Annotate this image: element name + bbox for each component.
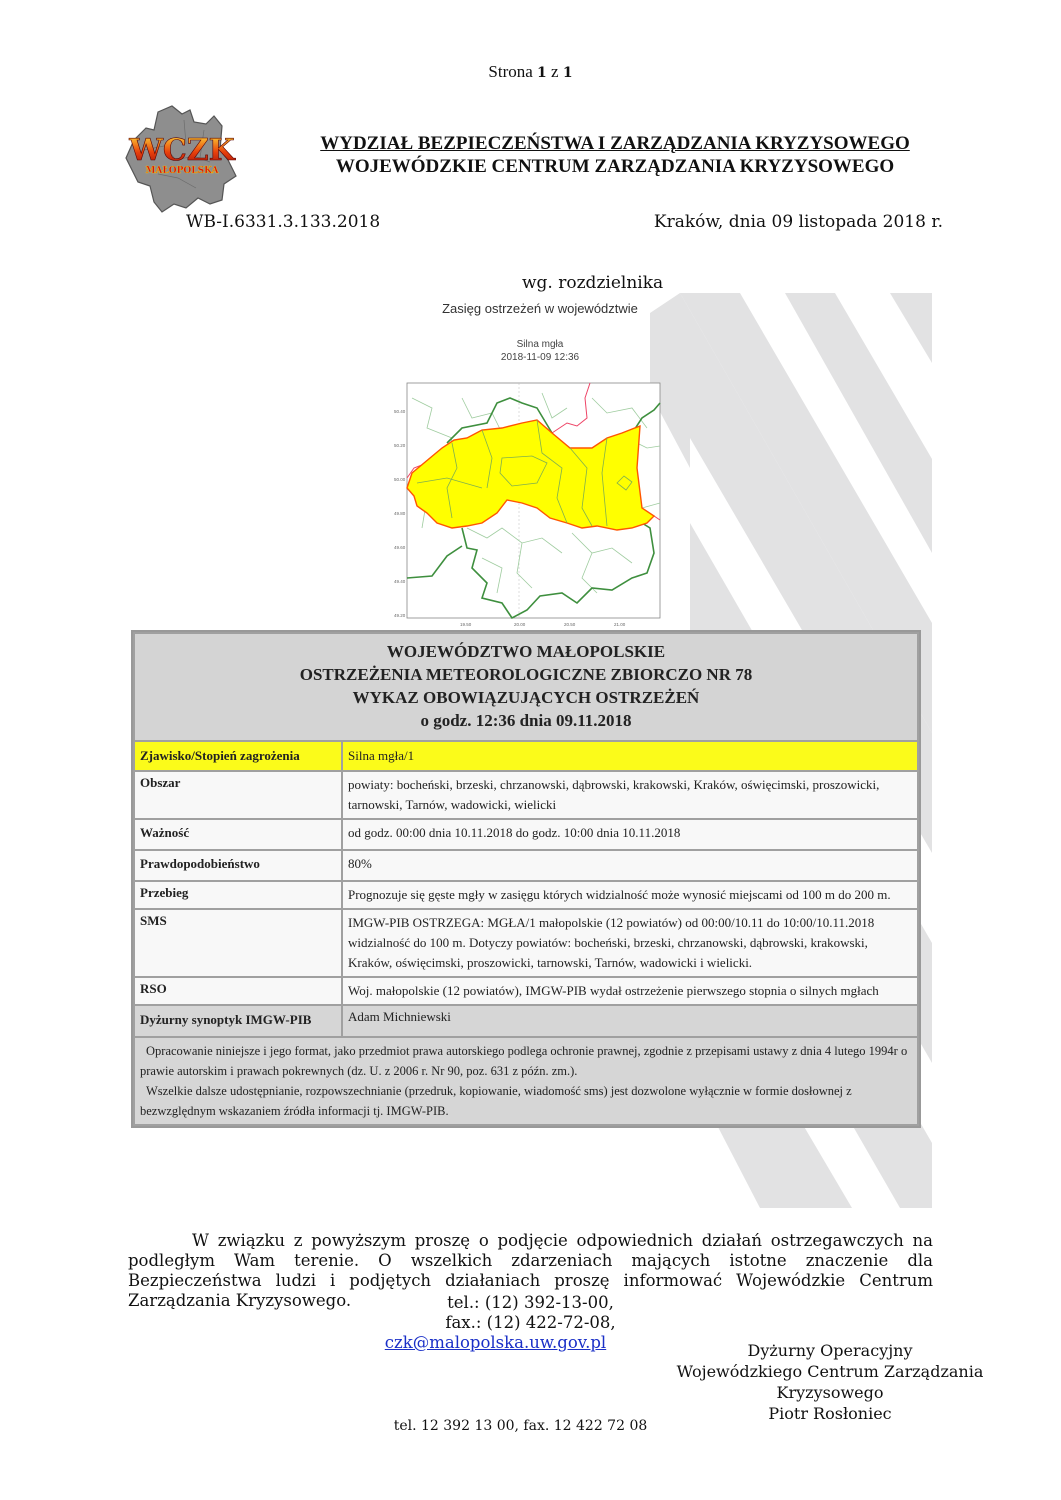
row-label: RSO xyxy=(135,978,341,1004)
row-value: Prognozuje się gęste mgły w zasięgu których widzialność może wynosić miejscami od 100 m do 200 m. xyxy=(343,882,917,908)
row-value: Woj. małopolskie (12 powiatów), IMGW-PIB wydał ostrzeżenie pierwszego stopnia o silnych mgłach xyxy=(343,978,917,1004)
warning-title-line: OSTRZEŻENIA METEOROLOGICZNE ZBIORCZO NR 78 xyxy=(299,665,753,684)
table-row xyxy=(135,851,917,880)
row-label: Ważność xyxy=(135,820,341,849)
lat-tick: 49.20 xyxy=(394,613,406,618)
table-row xyxy=(135,772,917,818)
lat-tick: 50.40 xyxy=(394,409,406,414)
lon-tick: 21.00 xyxy=(614,622,626,627)
lon-tick: 20.50 xyxy=(564,622,576,627)
warning-title-line: o godz. 12:36 dnia 09.11.2018 xyxy=(420,711,632,730)
table-row xyxy=(135,820,917,849)
lon-tick: 20.00 xyxy=(514,622,526,627)
lat-tick: 49.80 xyxy=(394,511,406,516)
page-number-total: 1 xyxy=(562,65,573,81)
logo-subtext: MAŁOPOLSKA xyxy=(145,166,219,176)
warning-title xyxy=(135,634,917,740)
row-label: Obszar xyxy=(135,772,341,818)
copyright-line: Opracowanie niniejsze i jego format, jako przedmiot prawa autorskiego podlega ochronie prawnej, zgodnie z przepisami ustawy z dnia 4 lutego 1994r o prawie autorskim i prawach pokrewnych (dz. U. z 2006 r. Nr 90, poz. 631 z późn. zm.). xyxy=(140,1044,908,1078)
row-value: od godz. 00:00 dnia 10.11.2018 do godz. 10:00 dnia 10.11.2018 xyxy=(343,820,917,849)
signature-role: Dyżurny Operacyjny xyxy=(747,1341,913,1360)
signature-block xyxy=(670,1340,990,1424)
row-label: Przebieg xyxy=(135,882,341,908)
footer-contact: tel. 12 392 13 00, fax. 12 422 72 08 xyxy=(393,1418,648,1434)
row-value: 80% xyxy=(343,851,917,880)
map-title: Zasięg ostrzeżeń w województwie xyxy=(442,301,638,316)
addressee: wg. rozdzielnika xyxy=(522,273,664,293)
map-timestamp: 2018-11-09 12:36 xyxy=(500,352,580,363)
signature-org-cont: Kryzysowego xyxy=(776,1383,884,1402)
row-value: powiaty: bocheński, brzeski, chrzanowski, dąbrowski, krakowski, Kraków, oświęcimski, proszowicki, tarnowski, Tarnów, wadowicki, wielicki xyxy=(343,772,917,818)
page-number-current: 1 xyxy=(537,65,547,81)
row-label: SMS xyxy=(135,910,341,976)
warning-table xyxy=(131,630,921,1128)
copyright-line: Wszelkie dalsze udostępnianie, rozpowszechnianie (przedruk, kopiowanie, wiadomość sms) jest dozwolone wyłącznie w formie dosłownej z bezwzględnym wskazaniem źródła informacji tj. IMGW-PIB. xyxy=(140,1084,852,1118)
row-value: IMGW-PIB OSTRZEGA: MGŁA/1 małopolskie (12 powiatów) od 00:00/10.11 do 10:00/10.11.2018 widzialność do 100 m. Dotyczy powiatów: bocheński, brzeski, chrzanowski, dąbrowski, krakowski, Kraków, oświęcimski, proszowicki, tarnowski, Tarnów, wadowicki i wielicki. xyxy=(343,910,917,976)
table-row xyxy=(135,910,917,976)
table-row xyxy=(135,742,917,770)
reference-number: WB-I.6331.3.133.2018 xyxy=(186,212,381,232)
lon-tick: 19.50 xyxy=(460,622,472,627)
lat-tick: 49.40 xyxy=(394,579,406,584)
map-subtitle xyxy=(380,338,700,364)
warning-title-line: WOJEWÓDZTWO MAŁOPOLSKIE xyxy=(386,642,666,661)
place-date: Kraków, dnia 09 listopada 2018 r. xyxy=(653,212,943,232)
wczk-logo xyxy=(124,100,244,215)
center-title: WOJEWÓDZKIE CENTRUM ZARZĄDZANIA KRYZYSOWEGO xyxy=(335,156,895,177)
row-label: Dyżurny synoptyk IMGW-PIB xyxy=(135,1006,341,1036)
row-value: Silna mgła/1 xyxy=(343,742,917,770)
contact-tel: tel.: (12) 392-13-00, xyxy=(447,1293,614,1312)
warning-map xyxy=(392,378,664,628)
signature-org: Wojewódzkiego Centrum Zarządzania xyxy=(676,1362,984,1381)
signature-name: Piotr Rosłoniec xyxy=(768,1404,892,1423)
body-text: W związku z powyższym proszę o podjęcie odpowiednich działań ostrzegawczych na podległym Wam terenie. O wszelkich zdarzeniach mających istotne znaczenie dla Bezpieczeństwa ludzi i podjętych działaniach proszę informować Wojewódzkie Centrum Zarządzania Kryzysowego. xyxy=(128,1231,933,1310)
lat-tick: 49.60 xyxy=(394,545,406,550)
page-number-prefix: Strona xyxy=(488,62,533,81)
page-number-sep: z xyxy=(551,62,559,81)
lat-tick: 50.00 xyxy=(394,477,406,482)
row-label: Zjawisko/Stopień zagrożenia xyxy=(135,742,341,770)
logo-text: WCZK xyxy=(129,133,235,168)
table-row xyxy=(135,1006,917,1036)
table-row xyxy=(135,978,917,1004)
copyright-note xyxy=(135,1038,917,1124)
lat-tick: 50.20 xyxy=(394,443,406,448)
contact-fax: fax.: (12) 422-72-08, xyxy=(445,1313,616,1332)
row-value: Adam Michniewski xyxy=(343,1006,917,1036)
email-link[interactable]: czk@malopolska.uw.gov.pl xyxy=(384,1333,607,1352)
table-row xyxy=(135,882,917,908)
department-title: WYDZIAŁ BEZPIECZEŃSTWA I ZARZĄDZANIA KRYZYSOWEGO xyxy=(320,133,910,154)
warning-title-line: WYKAZ OBOWIĄZUJĄCYCH OSTRZEŻEŃ xyxy=(352,688,700,707)
row-label: Prawdopodobieństwo xyxy=(135,851,341,880)
page-number xyxy=(0,62,1061,82)
map-phenomenon: Silna mgła xyxy=(516,339,564,350)
